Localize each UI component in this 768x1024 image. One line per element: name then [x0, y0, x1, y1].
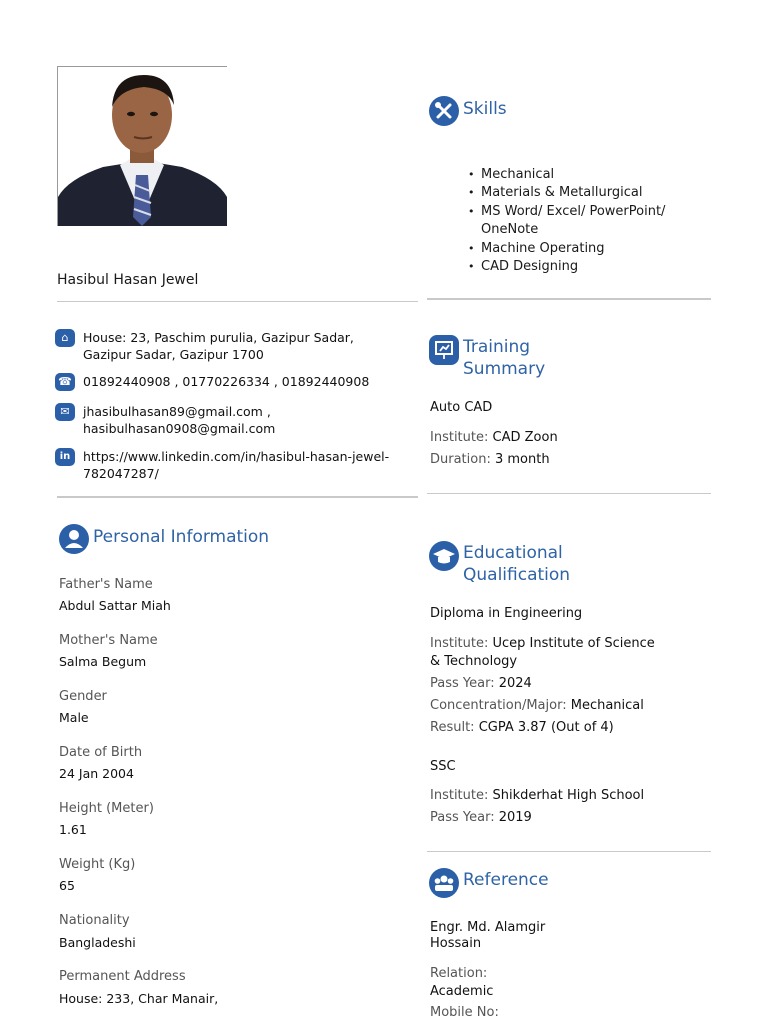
education-major	[430, 697, 644, 715]
field-value: Bangladeshi	[59, 935, 136, 950]
home-icon: ⌂	[55, 329, 75, 347]
education-pass-year	[430, 809, 532, 827]
mobile-label: Mobile No:	[430, 1005, 499, 1020]
education-degree: Diploma in Engineering	[430, 606, 583, 621]
skills-title: Skills	[463, 99, 507, 119]
reference-mobile-label	[430, 1004, 499, 1022]
field-label: Father's Name	[59, 577, 153, 592]
linkedin-link[interactable]: https://www.linkedin.com/in/hasibul-hasan-jewel-782047287/	[83, 449, 390, 481]
reference-relation-value: Academic	[430, 984, 494, 999]
field-value: 24 Jan 2004	[59, 766, 134, 781]
list-item: • Materials & Metallurgical	[468, 184, 678, 202]
pass-year-label: Pass Year:	[430, 676, 495, 691]
institute-value: Ucep Institute of Science	[492, 636, 655, 651]
relation-label: Relation:	[430, 966, 488, 981]
linkedin-icon: in	[55, 448, 75, 466]
field-value: 1.61	[59, 822, 87, 837]
pass-year-value: 2024	[498, 676, 532, 691]
field-value: House: 233, Char Manair,	[59, 991, 219, 1006]
education-institute	[430, 635, 655, 653]
profile-photo-image	[58, 67, 227, 226]
tools-icon	[429, 96, 459, 126]
address-text: House: 23, Paschim purulia, Gazipur Sadar, Gazipur Sadar, Gazipur 1700	[83, 330, 354, 362]
reference-name-cont: Hossain	[430, 936, 482, 951]
institute-value: CAD Zoon	[492, 430, 558, 445]
person-icon	[59, 524, 89, 554]
field-label: Gender	[59, 689, 107, 704]
divider	[57, 301, 418, 302]
field-label: Mother's Name	[59, 633, 158, 648]
divider	[427, 851, 711, 852]
training-title-line2: Summary	[463, 359, 546, 379]
list-item: • MS Word/ Excel/ PowerPoint/ OneNote	[468, 203, 678, 240]
field-value: 65	[59, 878, 75, 893]
major-value: Mechanical	[570, 698, 644, 713]
divider	[57, 496, 418, 498]
education-pass-year	[430, 675, 532, 693]
reference-name: Engr. Md. Alamgir	[430, 920, 546, 935]
divider	[427, 493, 711, 494]
result-label: Result:	[430, 720, 475, 735]
reference-relation-label	[430, 965, 487, 983]
list-item: • CAD Designing	[468, 258, 678, 276]
training-duration	[430, 451, 550, 469]
reference-title: Reference	[463, 870, 549, 890]
major-label: Concentration/Major:	[430, 698, 567, 713]
field-label: Date of Birth	[59, 745, 143, 760]
institute-label: Institute:	[430, 788, 489, 803]
duration-label: Duration:	[430, 452, 491, 467]
field-value: Male	[59, 710, 89, 725]
mail-icon: ✉	[55, 403, 75, 421]
education-institute	[430, 787, 644, 805]
divider	[427, 298, 711, 300]
duration-value: 3 month	[494, 452, 550, 467]
list-item: • Mechanical	[468, 166, 678, 184]
phone-icon: ☎	[55, 373, 75, 391]
institute-label: Institute:	[430, 430, 489, 445]
field-value: Abdul Sattar Miah	[59, 598, 171, 613]
education-title-line2: Qualification	[463, 565, 571, 585]
field-value: Salma Begum	[59, 654, 147, 669]
group-icon	[429, 868, 459, 898]
result-value: CGPA 3.87 (Out of 4)	[478, 720, 614, 735]
field-label: Permanent Address	[59, 969, 186, 984]
training-course: Auto CAD	[430, 400, 493, 415]
personal-info-title: Personal Information	[93, 527, 270, 547]
education-institute-cont: & Technology	[430, 654, 518, 669]
skills-list	[468, 166, 678, 276]
pass-year-value: 2019	[498, 810, 532, 825]
field-label: Nationality	[59, 913, 130, 928]
field-label: Weight (Kg)	[59, 857, 136, 872]
education-title	[463, 542, 570, 586]
profile-photo	[57, 66, 227, 226]
education-title-line1: Educational	[463, 543, 563, 563]
education-result	[430, 719, 614, 737]
presentation-icon	[429, 335, 459, 365]
institute-value: Shikderhat High School	[492, 788, 645, 803]
institute-label: Institute:	[430, 636, 489, 651]
candidate-name: Hasibul Hasan Jewel	[57, 272, 199, 288]
email-addresses[interactable]: jhasibulhasan89@gmail.com , hasibulhasan0908@gmail.com	[83, 404, 276, 436]
list-item: • Machine Operating	[468, 240, 678, 258]
field-label: Height (Meter)	[59, 801, 154, 816]
training-institute	[430, 429, 558, 447]
phone-numbers: 01892440908 , 01770226334 , 01892440908	[83, 374, 370, 389]
training-title-line1: Training	[463, 337, 531, 357]
graduation-cap-icon	[429, 541, 459, 571]
pass-year-label: Pass Year:	[430, 810, 495, 825]
education-degree: SSC	[430, 759, 456, 774]
training-title	[463, 336, 545, 380]
